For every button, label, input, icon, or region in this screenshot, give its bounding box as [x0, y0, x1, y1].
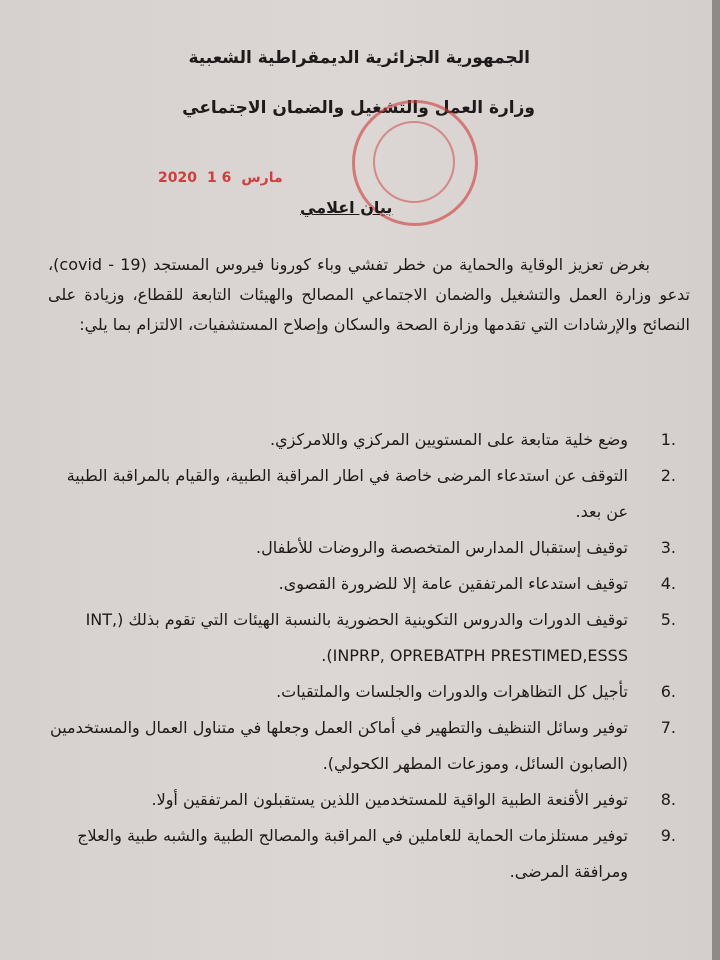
list-item — [50, 674, 676, 710]
page-edge — [712, 0, 720, 960]
item-text: توفير الأقنعة الطبية الواقية للمستخدمين اللذين يستقبلون المرتفقين أولا. — [151, 790, 628, 809]
item-text: وضع خلية متابعة على المستويين المركزي واللامركزي. — [270, 430, 628, 449]
measures-list — [50, 422, 676, 890]
item-text: توقيف استدعاء المرتفقين عامة إلا للضرورة القصوى. — [278, 574, 628, 593]
republic-heading: الجمهورية الجزائرية الديمقراطية الشعبية — [188, 48, 530, 68]
list-item — [50, 566, 676, 602]
date-year: 2020 — [158, 170, 197, 186]
item-text: توقيف إستقبال المدارس المتخصصة والروضات للأطفال. — [256, 538, 628, 557]
item-text: تأجيل كل التظاهرات والدورات والجلسات والملتقيات. — [276, 682, 628, 701]
list-item — [50, 422, 676, 458]
item-number: 6. — [660, 682, 676, 701]
item-number: 9. — [660, 826, 676, 845]
item-text: التوقف عن استدعاء المرضى خاصة في اطار المراقبة الطبية، والقيام بالمراقبة الطبية عن بعد. — [66, 466, 628, 521]
item-text: توفير مستلزمات الحماية للعاملين في المراقبة والمصالح الطبية والشبه طبية والعلاج ومرافقة المرضى. — [77, 826, 628, 881]
item-number: 3. — [660, 538, 676, 557]
document-title: بيان اعلامي — [300, 198, 393, 217]
date-month: مارس — [241, 170, 283, 186]
intro-paragraph: بغرض تعزيز الوقاية والحماية من خطر تفشي وباء كورونا فيروس المستجد (covid - 19)، تدعو وزارة العمل والتشغيل والضمان الاجتماعي المصالح والهيئات التابعة للقطاع، وزيادة على النصائح والإرشادات التي تقدمها وزارة الصحة والسكان وإصلاح المستشفيات، الالتزام بما يلي: — [48, 255, 690, 334]
list-item — [50, 458, 676, 530]
item-number: 8. — [660, 790, 676, 809]
list-item — [50, 818, 676, 890]
item-number: 4. — [660, 574, 676, 593]
list-item — [50, 602, 676, 674]
item-number: 1. — [660, 430, 676, 449]
item-number: 2. — [660, 466, 676, 485]
list-item — [50, 782, 676, 818]
item-text: توقيف الدورات والدروس التكوينية الحضورية بالنسبة الهيئات التي تقوم بذلك (INT, INPRP, OPREBATPH PRESTIMED,ESSS). — [85, 610, 628, 665]
list-item — [50, 530, 676, 566]
list-item — [50, 710, 676, 782]
item-number: 5. — [660, 610, 676, 629]
item-text: توفير وسائل التنظيف والتطهير في أماكن العمل وجعلها في متناول العمال والمستخدمين (الصابون السائل، وموزعات المطهر الكحولي). — [50, 718, 628, 773]
item-number: 7. — [660, 718, 676, 737]
ministry-heading: وزارة العمل والتشغيل والضمان الاجتماعي — [182, 98, 535, 118]
date-stamp — [158, 170, 293, 186]
date-day: 6 1 — [206, 170, 232, 186]
